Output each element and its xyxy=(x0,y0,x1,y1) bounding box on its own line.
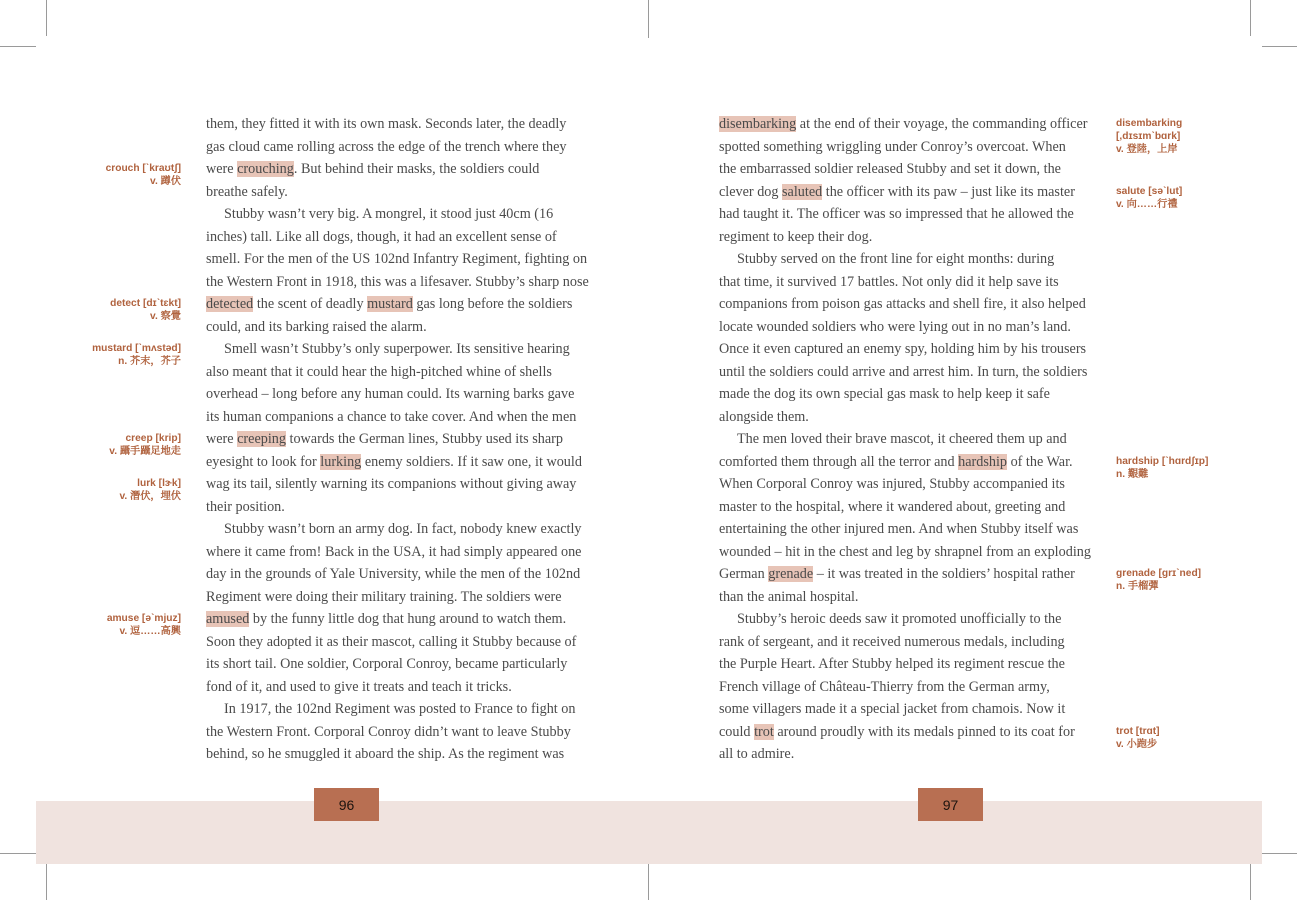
text-line xyxy=(206,676,586,699)
text-span: spotted something wriggling under Conroy’s overcoat. When xyxy=(719,138,1066,155)
text-span: the Western Front in 1918, this was a lifesaver. Stubby’s sharp nose xyxy=(206,273,589,290)
text-line xyxy=(206,316,586,339)
text-span: could xyxy=(719,723,755,740)
text-span: rank of sergeant, and it received numerous medals, including xyxy=(719,633,1065,650)
right-page-body xyxy=(719,113,1099,766)
text-span: regiment to keep their dog. xyxy=(719,228,873,245)
text-line xyxy=(719,316,1099,339)
text-line xyxy=(719,586,1099,609)
text-line xyxy=(719,743,1099,766)
text-span: could, and its barking raised the alarm. xyxy=(206,318,427,335)
text-span: locate wounded soldiers who were lying out in no man’s land. xyxy=(719,318,1071,335)
glossary-word: crouch [ˋkraʊtʃ] xyxy=(105,163,181,174)
text-span: French village of Château-Thierry from the German army, xyxy=(719,678,1050,695)
glossary-word: disembarking xyxy=(1116,118,1183,129)
text-span: were xyxy=(206,161,238,177)
glossary-definition: v. 潛伏，埋伏 xyxy=(119,491,181,502)
text-span: – it was treated in the soldiers’ hospital rather xyxy=(813,566,1075,582)
text-line xyxy=(719,496,1099,519)
crop-mark xyxy=(0,853,36,854)
glossary-word: creep [krip] xyxy=(125,433,181,444)
text-span: gas cloud came rolling across the edge of the trench where they xyxy=(206,138,567,155)
glossary-entry xyxy=(107,612,181,638)
crop-mark xyxy=(0,46,36,47)
text-line xyxy=(206,698,586,721)
text-span: had taught it. The officer was so impressed that he allowed the xyxy=(719,206,1074,222)
text-span: of the War. xyxy=(1007,453,1073,470)
glossary-word: hardship [ˋhɑrdʃɪp] xyxy=(1116,455,1209,467)
glossary-definition: v. 向……行禮 xyxy=(1116,198,1178,210)
glossary-word: salute [səˋlut] xyxy=(1116,185,1183,197)
crop-mark xyxy=(46,864,47,900)
glossary-definition: n. 艱難 xyxy=(1116,468,1149,480)
text-line xyxy=(719,451,1099,474)
text-line xyxy=(719,248,1099,271)
text-line xyxy=(206,203,586,226)
glossary-definition: v. 登陸，上岸 xyxy=(1116,144,1178,155)
text-span: Stubby’s heroic deeds saw it promoted unofficially to the xyxy=(737,611,1062,627)
highlighted-vocab-word: saluted xyxy=(782,183,823,200)
highlighted-vocab-word: disembarking xyxy=(719,116,797,132)
text-span: enemy soldiers. If it saw one, it would xyxy=(361,453,582,470)
text-span: also meant that it could hear the high-pitched whine of shells xyxy=(206,363,552,380)
glossary-entry xyxy=(1116,567,1201,593)
text-line xyxy=(719,473,1099,496)
text-span: the scent of deadly xyxy=(253,296,368,312)
highlighted-vocab-word: crouching xyxy=(237,161,294,177)
glossary-entry xyxy=(119,477,181,503)
text-line xyxy=(206,383,586,406)
crop-mark xyxy=(1250,864,1251,900)
glossary-entry xyxy=(1116,185,1182,211)
text-line xyxy=(206,293,586,316)
text-span: their position. xyxy=(206,498,285,515)
text-span: its human companions a chance to take cover. And when the men xyxy=(206,408,577,425)
highlighted-vocab-word: lurking xyxy=(320,453,362,470)
text-span: gas long before the soldiers xyxy=(412,296,573,312)
text-span: behind, so he smuggled it aboard the ship. As the regiment was xyxy=(206,746,565,762)
text-span: The men loved their brave mascot, it cheered them up and xyxy=(737,431,1067,447)
text-span: some villagers made it a special jacket from chamois. Now it xyxy=(719,701,1066,717)
glossary-word: lurk [lɝk] xyxy=(137,478,181,489)
text-span: than the animal hospital. xyxy=(719,588,859,605)
text-span: Stubby wasn’t very big. A mongrel, it stood just 40cm (16 xyxy=(224,206,554,222)
text-span: the officer with its paw – just like its master xyxy=(822,183,1075,200)
text-span: day in the grounds of Yale University, while the men of the 102nd xyxy=(206,566,581,582)
text-span: In 1917, the 102nd Regiment was posted to France to fight on xyxy=(224,701,576,717)
glossary-entry xyxy=(109,432,181,458)
text-line xyxy=(206,136,586,159)
glossary-definition: n. 手榴彈 xyxy=(1116,581,1159,592)
text-span: Regiment were doing their military training. The soldiers were xyxy=(206,588,562,605)
text-line xyxy=(206,428,586,451)
text-span: Stubby served on the front line for eight months: during xyxy=(737,251,1055,267)
text-span: fond of it, and used to give it treats and teach it tricks. xyxy=(206,678,512,695)
text-span: comforted them through all the terror and xyxy=(719,453,959,470)
text-span: Once it even captured an enemy spy, holding him by his trousers xyxy=(719,341,1087,357)
left-page-body xyxy=(206,113,589,766)
text-line xyxy=(206,271,589,294)
glossary-word: [,dɪsɪmˋbɑrk] xyxy=(1116,131,1181,142)
text-span: clever dog xyxy=(719,183,783,200)
text-line xyxy=(719,563,1099,586)
text-span: . But behind their masks, the soldiers could xyxy=(293,161,540,177)
text-line xyxy=(719,698,1099,721)
text-line xyxy=(719,338,1099,361)
glossary-word: detect [dɪˋtɛkt] xyxy=(110,298,181,309)
crop-mark xyxy=(648,0,649,38)
text-line xyxy=(719,518,1099,541)
crop-mark xyxy=(1250,0,1251,36)
glossary-entry xyxy=(110,297,181,323)
text-line xyxy=(719,653,1099,676)
text-span: overhead – long before any human could. Its warning barks gave xyxy=(206,386,575,402)
page-number-left: 96 xyxy=(314,788,379,821)
crop-mark xyxy=(648,862,649,900)
text-line xyxy=(206,721,586,744)
text-line xyxy=(719,608,1099,631)
text-line xyxy=(719,631,1099,654)
highlighted-vocab-word: detected xyxy=(206,296,254,312)
text-line xyxy=(206,563,586,586)
glossary-definition: v. 躡手躡足地走 xyxy=(109,446,181,457)
text-line xyxy=(206,113,586,136)
text-line xyxy=(206,158,586,181)
text-line xyxy=(719,181,1099,204)
text-span: master to the hospital, where it wandered about, greeting and xyxy=(719,498,1066,515)
text-span: breathe safely. xyxy=(206,183,288,200)
glossary-word: amuse [əˋmjuz] xyxy=(106,613,181,624)
text-line xyxy=(719,113,1099,136)
text-line xyxy=(206,653,586,676)
text-span: eyesight to look for xyxy=(206,453,321,470)
text-line xyxy=(206,473,586,496)
text-span: its short tail. One soldier, Corporal Conroy, became particularly xyxy=(206,656,568,672)
text-span: around proudly with its medals pinned to its coat for xyxy=(773,723,1075,740)
text-line xyxy=(206,181,586,204)
text-line xyxy=(719,203,1099,226)
text-line xyxy=(206,586,586,609)
glossary-entry xyxy=(106,162,181,188)
text-span: towards the German lines, Stubby used its sharp xyxy=(285,431,563,447)
text-line xyxy=(719,226,1099,249)
text-line xyxy=(206,226,586,249)
glossary-definition: v. 察覺 xyxy=(150,311,181,322)
highlighted-vocab-word: mustard xyxy=(367,296,413,312)
text-line xyxy=(206,496,586,519)
glossary-word: trot [trɑt] xyxy=(1116,725,1160,737)
text-line xyxy=(719,721,1099,744)
text-span: by the funny little dog that hung around to watch them. xyxy=(249,611,567,627)
glossary-definition: v. 小跑步 xyxy=(1116,738,1158,750)
text-span: wag its tail, silently warning its companions without giving away xyxy=(206,476,577,492)
text-span: wounded – hit in the chest and leg by shrapnel from an exploding xyxy=(719,543,1091,560)
text-line xyxy=(206,541,586,564)
text-line xyxy=(719,361,1099,384)
glossary-entry xyxy=(1116,117,1182,156)
text-span: were xyxy=(206,431,238,447)
text-span: inches) tall. Like all dogs, though, it had an excellent sense of xyxy=(206,228,557,245)
text-line xyxy=(206,608,586,631)
page-number-right: 97 xyxy=(918,788,983,821)
text-span: the Purple Heart. After Stubby helped its regiment rescue the xyxy=(719,656,1065,672)
text-span: them, they fitted it with its own mask. Seconds later, the deadly xyxy=(206,116,567,132)
glossary-word: grenade [grɪˋned] xyxy=(1116,568,1202,579)
highlighted-vocab-word: hardship xyxy=(958,453,1008,470)
text-line xyxy=(206,248,586,271)
glossary-definition: v. 蹲伏 xyxy=(150,176,181,187)
text-span: smell. For the men of the US 102nd Infantry Regiment, fighting on xyxy=(206,251,588,267)
text-span: When Corporal Conroy was injured, Stubby accompanied its xyxy=(719,476,1065,492)
text-line xyxy=(719,428,1099,451)
text-line xyxy=(206,743,586,766)
text-span: Soon they adopted it as their mascot, calling it Stubby because of xyxy=(206,633,577,650)
footer-band xyxy=(36,801,1262,864)
crop-mark xyxy=(46,0,47,36)
glossary-entry xyxy=(92,342,181,368)
text-span: Stubby wasn’t born an army dog. In fact, nobody knew exactly xyxy=(224,521,582,537)
text-line xyxy=(719,136,1099,159)
text-line xyxy=(719,271,1099,294)
text-span: until the soldiers could arrive and arrest him. In turn, the soldiers xyxy=(719,363,1088,380)
highlighted-vocab-word: trot xyxy=(754,723,774,740)
text-span: German xyxy=(719,566,769,582)
highlighted-vocab-word: grenade xyxy=(768,566,814,582)
text-span: Smell wasn’t Stubby’s only superpower. Its sensitive hearing xyxy=(224,341,570,357)
highlighted-vocab-word: amused xyxy=(206,611,250,627)
text-line xyxy=(206,631,586,654)
glossary-entry xyxy=(1116,725,1160,751)
glossary-definition: n. 芥末，芥子 xyxy=(118,356,181,367)
text-span: that time, it survived 17 battles. Not only did it help save its xyxy=(719,273,1059,290)
text-span: the Western Front. Corporal Conroy didn’t want to leave Stubby xyxy=(206,723,571,740)
crop-mark xyxy=(1262,853,1297,854)
text-line xyxy=(719,676,1099,699)
text-span: made the dog its own special gas mask to help keep it safe xyxy=(719,386,1050,402)
text-span: all to admire. xyxy=(719,746,795,762)
text-span: companions from poison gas attacks and shell fire, it also helped xyxy=(719,296,1086,312)
text-span: where it came from! Back in the USA, it had simply appeared one xyxy=(206,543,582,560)
text-line xyxy=(719,383,1099,406)
text-span: the embarrassed soldier released Stubby and set it down, the xyxy=(719,161,1061,177)
glossary-definition: v. 逗……高興 xyxy=(119,626,181,637)
text-line xyxy=(719,158,1099,181)
highlighted-vocab-word: creeping xyxy=(237,431,286,447)
text-span: alongside them. xyxy=(719,408,809,425)
glossary-word: mustard [ˋmʌstəd] xyxy=(92,343,181,354)
text-line xyxy=(206,451,586,474)
text-line xyxy=(719,293,1099,316)
text-span: at the end of their voyage, the commanding officer xyxy=(796,116,1088,132)
text-span: entertaining the other injured men. And when Stubby itself was xyxy=(719,521,1079,537)
text-line xyxy=(719,406,1099,429)
text-line xyxy=(719,541,1099,564)
text-line xyxy=(206,406,586,429)
text-line xyxy=(206,361,586,384)
crop-mark xyxy=(1262,46,1297,47)
text-line xyxy=(206,338,586,361)
text-line xyxy=(206,518,586,541)
glossary-entry xyxy=(1116,455,1208,481)
